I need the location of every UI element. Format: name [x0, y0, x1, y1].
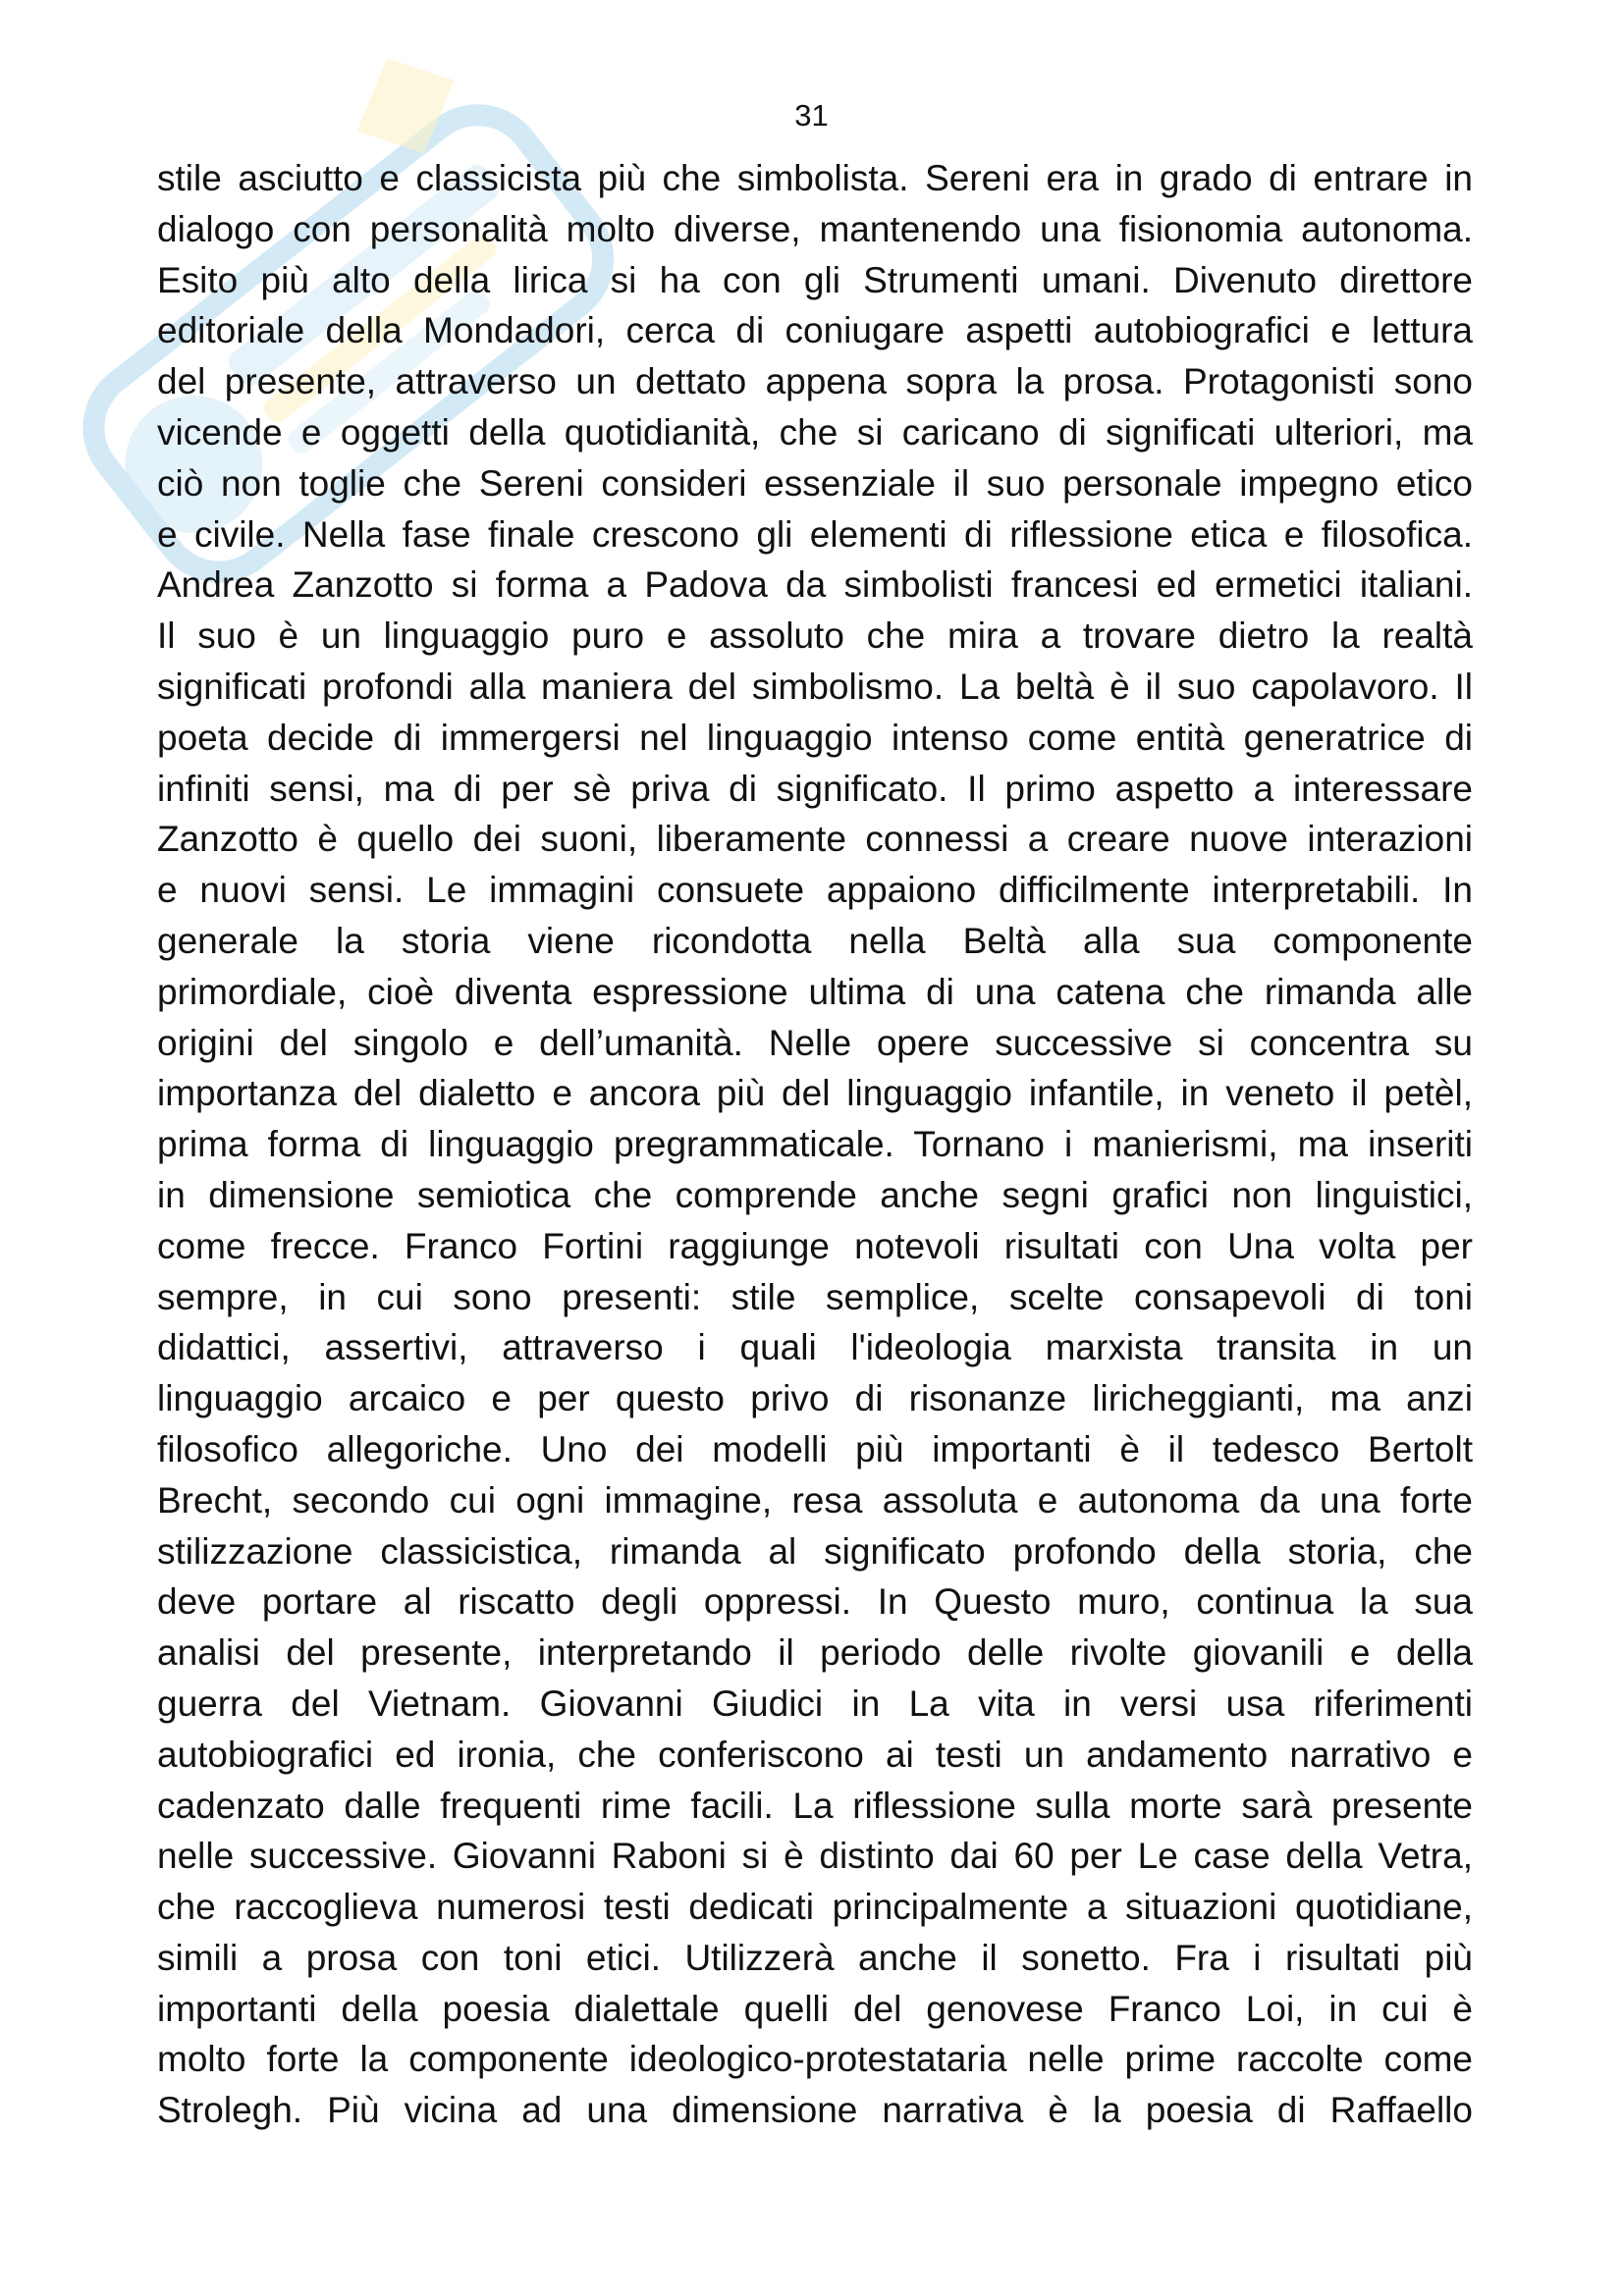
- text-line: simili a prosa con toni etici. Utilizzerà anche il sonetto. Fra i risultati più: [157, 1937, 1473, 1978]
- text-line: stilizzazione classicistica, rimanda al significato profondo della storia, che: [157, 1530, 1473, 1572]
- text-line: deve portare al riscatto degli oppressi. In Questo muro, continua la sua: [157, 1581, 1473, 1623]
- text-line: vicende e oggetti della quotidianità, che si caricano di significati ulteriori, ma: [157, 411, 1473, 453]
- body-text: [157, 153, 1473, 2136]
- text-line: linguaggio arcaico e per questo privo di risonanze liricheggianti, ma anzi: [157, 1378, 1473, 1419]
- text-line: guerra del Vietnam. Giovanni Giudici in La vita in versi usa riferimenti: [157, 1682, 1473, 1724]
- text-line: sempre, in cui sono presenti: stile semplice, scelte consapevoli di toni: [157, 1276, 1473, 1317]
- text-line: primordiale, cioè diventa espressione ultima di una catena che rimanda alle: [157, 971, 1473, 1012]
- page-number: 31: [794, 98, 829, 133]
- text-line: in dimensione semiotica che comprende anche segni grafici non linguistici,: [157, 1174, 1473, 1215]
- text-line: editoriale della Mondadori, cerca di coniugare aspetti autobiografici e lettura: [157, 310, 1473, 351]
- text-line: e civile. Nella fase finale crescono gli elementi di riflessione etica e filosofica.: [157, 513, 1473, 555]
- text-line: Brecht, secondo cui ogni immagine, resa assoluta e autonoma da una forte: [157, 1479, 1473, 1521]
- text-line: autobiografici ed ironia, che conferiscono ai testi un andamento narrativo e: [157, 1734, 1473, 1775]
- text-line: come frecce. Franco Fortini raggiunge notevoli risultati con Una volta per: [157, 1225, 1473, 1266]
- text-line: che raccoglieva numerosi testi dedicati principalmente a situazioni quotidiane,: [157, 1887, 1473, 1928]
- text-line: Esito più alto della lirica si ha con gli Strumenti umani. Divenuto direttore: [157, 259, 1473, 300]
- text-line: Il suo è un linguaggio puro e assoluto che mira a trovare dietro la realtà: [157, 615, 1473, 657]
- text-line: ciò non toglie che Sereni consideri essenziale il suo personale impegno etico: [157, 462, 1473, 504]
- text-line: significati profondi alla maniera del simbolismo. La beltà è il suo capolavoro. Il: [157, 666, 1473, 707]
- text-line: importanza del dialetto e ancora più del linguaggio infantile, in veneto il petèl,: [157, 1073, 1473, 1114]
- text-line: infiniti sensi, ma di per sè priva di significato. Il primo aspetto a interessare: [157, 768, 1473, 809]
- text-line: didattici, assertivi, attraverso i quali l'ideologia marxista transita in un: [157, 1327, 1473, 1368]
- text-line: Zanzotto è quello dei suoni, liberamente connessi a creare nuove interazioni: [157, 819, 1473, 860]
- text-line: e nuovi sensi. Le immagini consuete appaiono difficilmente interpretabili. In: [157, 870, 1473, 911]
- text-line: analisi del presente, interpretando il periodo delle rivolte giovanili e della: [157, 1632, 1473, 1674]
- text-line: importanti della poesia dialettale quelli del genovese Franco Loi, in cui è: [157, 1988, 1473, 2029]
- text-line: origini del singolo e dell’umanità. Nelle opere successive si concentra su: [157, 1022, 1473, 1063]
- text-line: molto forte la componente ideologico-protestataria nelle prime raccolte come: [157, 2039, 1473, 2080]
- text-line: nelle successive. Giovanni Raboni si è distinto dai 60 per Le case della Vetra,: [157, 1836, 1473, 1877]
- text-line: generale la storia viene ricondotta nella Beltà alla sua componente: [157, 920, 1473, 961]
- text-line: Andrea Zanzotto si forma a Padova da simbolisti francesi ed ermetici italiani.: [157, 564, 1473, 606]
- text-line: filosofico allegoriche. Uno dei modelli più importanti è il tedesco Bertolt: [157, 1428, 1473, 1469]
- text-line: prima forma di linguaggio pregrammaticale. Tornano i manierismi, ma inseriti: [157, 1124, 1473, 1165]
- text-line: Strolegh. Più vicina ad una dimensione narrativa è la poesia di Raffaello: [157, 2090, 1473, 2131]
- text-line: stile asciutto e classicista più che simbolista. Sereni era in grado di entrare in: [157, 158, 1473, 198]
- text-line: dialogo con personalità molto diverse, mantenendo una fisionomia autonoma.: [157, 208, 1473, 249]
- text-line: del presente, attraverso un dettato appena sopra la prosa. Protagonisti sono: [157, 361, 1473, 402]
- text-line: poeta decide di immergersi nel linguaggio intenso come entità generatrice di: [157, 717, 1473, 758]
- text-line: cadenzato dalle frequenti rime facili. La riflessione sulla morte sarà presente: [157, 1785, 1473, 1826]
